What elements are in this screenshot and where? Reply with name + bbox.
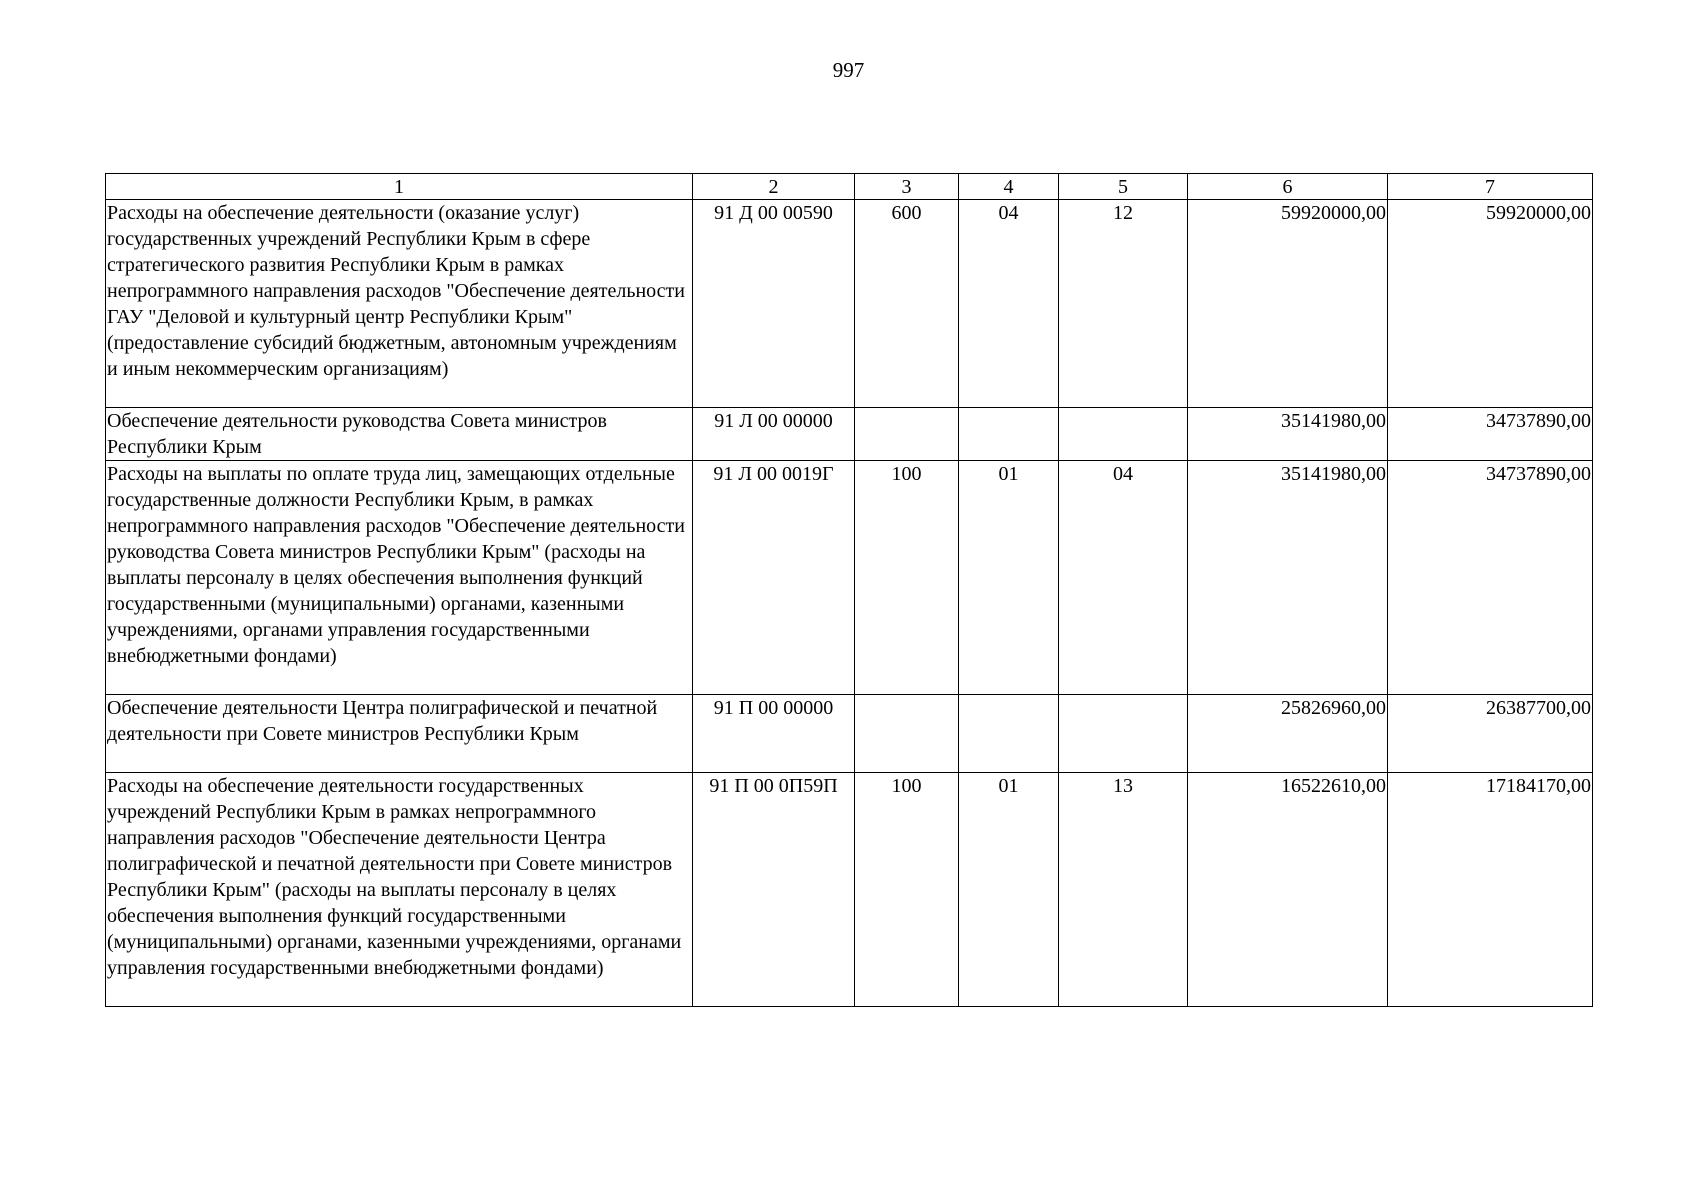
row-col7: 26387700,00	[1388, 695, 1593, 773]
row-code: 91 П 00 00000	[693, 695, 855, 773]
row-code: 91 Л 00 00000	[693, 408, 855, 461]
column-header: 7	[1388, 174, 1593, 200]
table-row	[106, 200, 1593, 408]
row-col6: 16522610,00	[1188, 773, 1388, 1007]
row-name: Расходы на обеспечение деятельности государственных учреждений Республики Крым в рамках непрограммного направления расходов "Обеспечение деятельности Центра полиграфической и печатной деятельности при Совете министров Республики Крым" (расходы на выплаты персоналу в целях обеспечения выполнения функций государственными (муниципальными) органами, казенными учреждениями, органами управления государственными внебюджетными фондами)	[106, 773, 693, 1007]
row-col6: 35141980,00	[1188, 408, 1388, 461]
table-header-row	[106, 174, 1593, 200]
row-code: 91 Д 00 00590	[693, 200, 855, 408]
row-col6: 59920000,00	[1188, 200, 1388, 408]
row-col3: 600	[855, 200, 959, 408]
row-col6: 25826960,00	[1188, 695, 1388, 773]
column-header: 6	[1188, 174, 1388, 200]
column-header: 3	[855, 174, 959, 200]
row-code: 91 Л 00 0019Г	[693, 461, 855, 695]
row-col7: 17184170,00	[1388, 773, 1593, 1007]
page-number: 997	[832, 58, 865, 82]
row-col7: 34737890,00	[1388, 461, 1593, 695]
row-col3	[855, 695, 959, 773]
row-col3: 100	[855, 773, 959, 1007]
column-header: 4	[959, 174, 1059, 200]
row-col5	[1059, 408, 1188, 461]
column-header: 2	[693, 174, 855, 200]
row-col4: 04	[959, 200, 1059, 408]
row-name: Обеспечение деятельности Центра полиграфической и печатной деятельности при Совете министров Республики Крым	[106, 695, 693, 773]
row-col4	[959, 408, 1059, 461]
row-col5: 04	[1059, 461, 1188, 695]
table-row	[106, 695, 1593, 773]
row-col4	[959, 695, 1059, 773]
table-row	[106, 773, 1593, 1007]
column-header: 5	[1059, 174, 1188, 200]
row-col5: 12	[1059, 200, 1188, 408]
row-code: 91 П 00 0П59П	[693, 773, 855, 1007]
row-name: Обеспечение деятельности руководства Совета министров Республики Крым	[106, 408, 693, 461]
row-col7: 34737890,00	[1388, 408, 1593, 461]
row-col7: 59920000,00	[1388, 200, 1593, 408]
budget-table	[105, 173, 1593, 1007]
column-header: 1	[106, 174, 693, 200]
table-row	[106, 408, 1593, 461]
row-col3: 100	[855, 461, 959, 695]
row-col6: 35141980,00	[1188, 461, 1388, 695]
row-name: Расходы на обеспечение деятельности (оказание услуг) государственных учреждений Республики Крым в сфере стратегического развития Республики Крым в рамках непрограммного направления расходов "Обеспечение деятельности ГАУ "Деловой и культурный центр Республики Крым" (предоставление субсидий бюджетным, автономным учреждениям и иным некоммерческим организациям)	[106, 200, 693, 408]
row-col4: 01	[959, 461, 1059, 695]
row-col5	[1059, 695, 1188, 773]
row-col3	[855, 408, 959, 461]
row-name: Расходы на выплаты по оплате труда лиц, замещающих отдельные государственные должности Республики Крым, в рамках непрограммного направления расходов "Обеспечение деятельности руководства Совета министров Республики Крым" (расходы на выплаты персоналу в целях обеспечения выполнения функций государственными (муниципальными) органами, казенными учреждениями, органами управления государственными внебюджетными фондами)	[106, 461, 693, 695]
row-col4: 01	[959, 773, 1059, 1007]
row-col5: 13	[1059, 773, 1188, 1007]
table-row	[106, 461, 1593, 695]
